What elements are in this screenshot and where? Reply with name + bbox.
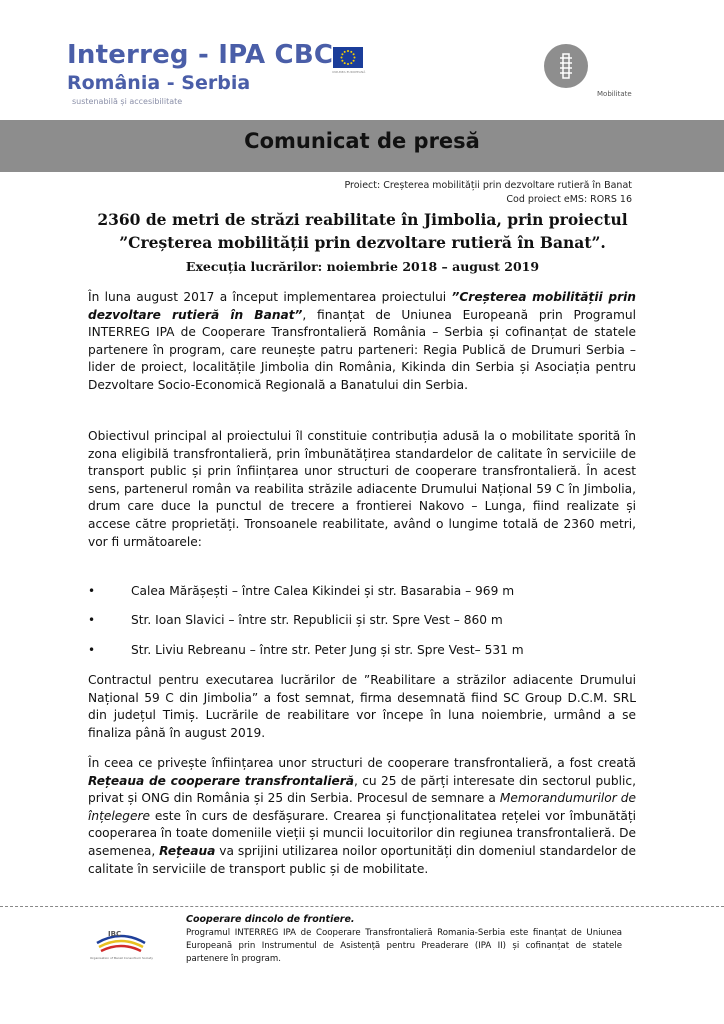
p1-project-name: ”Creșterea mobilității prin dezvoltare rutieră în Banat” — [88, 290, 636, 322]
p1-text-a: În luna august 2017 a început implementarea proiectului — [88, 290, 452, 304]
program-logo-title: Interreg - IPA CBC — [67, 40, 334, 70]
headline — [90, 208, 635, 278]
p4-text-a: În ceea ce privește înființarea unor structuri de cooperare transfrontalieră, a fost creată — [88, 756, 636, 770]
project-name: Proiect: Creșterea mobilității prin dezvoltare rutieră în Banat — [344, 180, 632, 191]
p4-text-c: , cu 25 de părți interesate din sectorul public, privat și ONG din România și 25 din Serbia. Procesul de semnare a — [88, 773, 636, 806]
eu-flag-icon — [333, 47, 363, 68]
title-bar — [0, 120, 724, 172]
p4-text-e: este în curs de desfășurare. Crearea și funcționalitatea rețelei vor îmbunătăți cooperarea în toate domeniile vieții și muncii locuitorilor din regiunea transfrontalieră. De asemenea, — [88, 808, 636, 858]
page-title: Comunicat de presă — [244, 129, 480, 153]
paragraph-network — [88, 755, 636, 878]
mobility-label: Mobilitate — [597, 90, 632, 98]
bullet-2: Str. Ioan Slavici – între str. Republicii și str. Spre Vest – 860 m — [131, 613, 503, 627]
paragraph-objective: Obiectivul principal al proiectului îl constituie contribuția adusă la o mobilitate sporită în zona eligibilă transfrontalieră, prin îmbunătățirea standardelor de calitate în serviciile de transport public și prin înființarea unor structuri de cooperare transfrontalieră. În acest sens, partenerul român va reabilita străzile adiacente Drumului Național 59 C în Jimbolia, drum care duce la punctul de trecere a frontierei Nakovo – Lunga, fiind realizate și accese către proprietăți. Tronsoanele reabilitate, având o lungime totală de 2360 metri, vor fi următoarele: — [88, 429, 636, 549]
mobility-road-icon — [544, 44, 588, 88]
p4-network-ref: Rețeaua — [159, 843, 216, 858]
paragraph-contract: Contractul pentru executarea lucrărilor de ”Reabilitare a străzilor adiacente Drumului Național 59 C din Jimbolia” a fost semnat, firma desemnată fiind SC Group D.C.M. SRL din județul Timiș. Lucrările de reabilitare vor începe în luna noiembrie, urmând a se finaliza până în august 2019. — [88, 673, 636, 740]
p1-text-c: , finanțat de Uniunea Europeană prin Programul INTERREG IPA de Cooperare Transfrontalieră România – Serbia și cofinanțat de statele partenere în program, care reunește patru parteneri: Regia Publică de Drumuri Serbia – lider de proiect, localitățile Jimbolia din România, Kikinda din Serbia și Asociația pentru Dezvoltare Socio-Economică Regională a Banatului din Serbia. — [88, 307, 636, 392]
headline-main: 2360 de metri de străzi reabilitate în Jimbolia, prin proiectul ”Creșterea mobilității prin dezvoltare rutieră în Banat”. — [97, 210, 628, 252]
program-tagline: sustenabilă și accesibilitate — [72, 97, 183, 106]
headline-sub: Execuția lucrărilor: noiembrie 2018 – august 2019 — [185, 259, 540, 274]
ibc-logo-label: IBC — [108, 930, 122, 938]
p4-text-g: va sprijini utilizarea noilor oportunități din domeniul standardelor de calitate în serviciile de transport public și de mobilitate. — [88, 843, 636, 876]
p4-memorandum: Memorandumurilor de înțelegere — [88, 791, 636, 823]
footer-text: Programul INTERREG IPA de Cooperare Transfrontalieră Romania-Serbia este finanțat de Uniunea Europeană prin Instrumentul de Asistență pentru Preaderare (IPA II) și cofinanțat de statele partenere în program. — [186, 928, 622, 964]
bullet-2-dot: • — [88, 613, 96, 627]
eu-caption: UNIUNEA EUROPEANĂ — [332, 70, 366, 74]
ibc-logo-caption: Organisation of Banat Consortium Society — [90, 956, 154, 960]
bullet-3-dot: • — [88, 643, 96, 657]
footer-title: Cooperare dincolo de frontiere. — [186, 914, 355, 925]
bullet-1-dot: • — [88, 584, 96, 598]
bullet-3: Str. Liviu Rebreanu – între str. Peter Jung și str. Spre Vest– 531 m — [131, 643, 524, 657]
paragraph-intro — [88, 289, 636, 395]
footer-divider — [0, 906, 724, 907]
program-logo-subtitle: România - Serbia — [67, 72, 251, 94]
p4-network-name: Rețeaua de cooperare transfrontalieră — [88, 773, 355, 788]
project-code: Cod proiect eMS: RORS 16 — [506, 194, 632, 205]
bullet-1: Calea Mărășești – între Calea Kikindei și str. Basarabia – 969 m — [131, 584, 515, 598]
